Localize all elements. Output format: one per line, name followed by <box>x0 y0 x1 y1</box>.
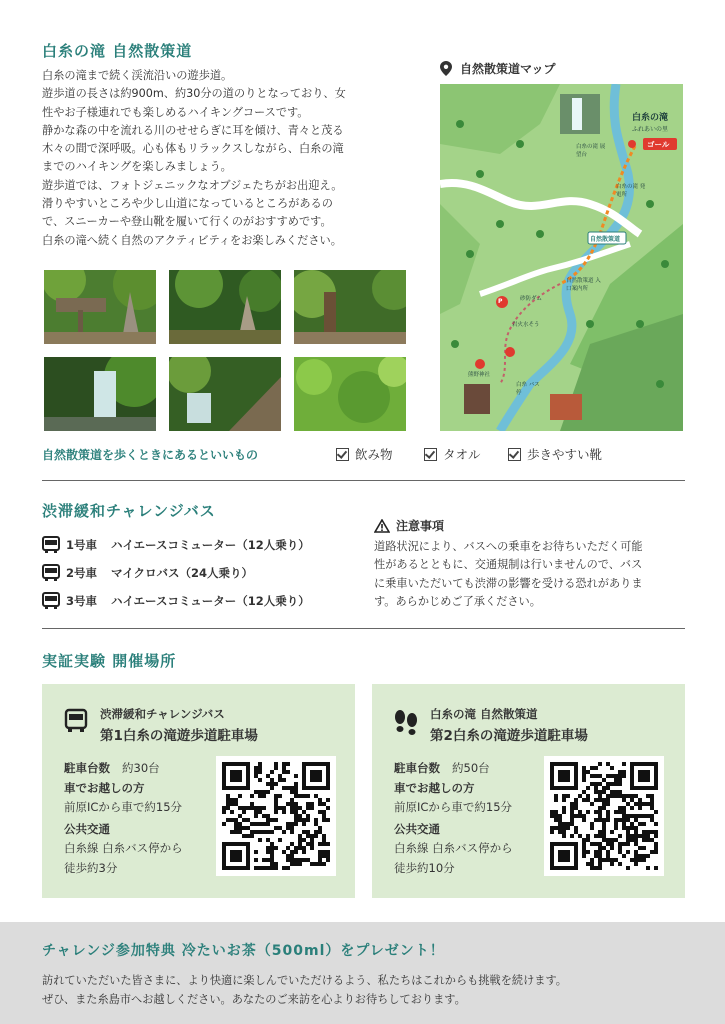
venue-title: 実証実験 開催場所 <box>42 652 177 670</box>
bus-title: 渋滞緩和チャレンジバス <box>42 502 216 520</box>
intro-line: 遊歩道では、フォトジェニックなオブジェたちがお出迎え。 <box>42 178 343 192</box>
bus-icon <box>64 708 88 734</box>
qr-code[interactable] <box>216 756 336 876</box>
trail-map <box>440 84 683 431</box>
map-label-goal: ゴール <box>647 140 670 149</box>
bus-icon <box>42 564 60 582</box>
parking-value: 約50台 <box>452 761 490 775</box>
photo-waterfall <box>44 357 156 431</box>
footer-band <box>0 922 725 1024</box>
card-subtitle: 渋滞緩和チャレンジバス <box>100 707 225 721</box>
caution-line: に乗車いただいても渋滞の影響を受ける恐れがありま <box>374 576 643 590</box>
qr-code[interactable] <box>544 756 664 876</box>
item-label: 飲み物 <box>355 447 393 462</box>
photo-totem <box>294 270 406 344</box>
map-label-viewpoint: 白糸の滝 展望台 <box>576 144 606 158</box>
map-label-busstop: 白糸 バス停 <box>516 382 540 396</box>
checkbox-icon <box>424 448 437 461</box>
map-label-trail: 自然散策道 <box>590 236 621 243</box>
car-label: 車でお越しの方 <box>64 780 145 795</box>
intro-line: 白糸の滝へ続く自然のアクティビティをお楽しみください。 <box>42 233 342 247</box>
card-info <box>64 759 183 878</box>
map-label-shrine: 熊野神社 <box>468 372 491 378</box>
map-heading <box>440 60 556 77</box>
transit-line: 徒歩約10分 <box>394 860 455 875</box>
trail-title: 白糸の滝 自然散策道 <box>42 42 193 60</box>
car-value: 前原ICから車で約15分 <box>64 800 183 814</box>
intro-line: までのハイキングを楽しみましょう。 <box>42 160 232 174</box>
venue-card-1 <box>42 684 355 898</box>
warning-icon <box>374 519 390 533</box>
transit-label: 公共交通 <box>64 821 110 836</box>
map-label-parking: P <box>498 298 503 305</box>
item-label: タオル <box>443 447 481 462</box>
bus-description: マイクロバス（24人乗り） <box>111 566 254 580</box>
map-label-waterfall: 白糸の滝 <box>632 113 669 123</box>
caution-line: す。あらかじめご了承ください。 <box>374 594 541 608</box>
divider <box>42 628 685 629</box>
intro-line: 木々の間で深呼吸。心も体もリラックスしながら、白糸の滝 <box>42 142 344 156</box>
intro-line: で、スニーカーや登山靴を履いて行くのがおすすめです。 <box>42 215 332 229</box>
bus-description: ハイエースコミューター（12人乗り） <box>111 594 310 608</box>
bus-row-1 <box>42 536 310 554</box>
photo-stairs <box>169 357 281 431</box>
bus-icon <box>42 592 60 610</box>
car-value: 前原ICから車で約15分 <box>394 800 513 814</box>
parking-value: 約30台 <box>122 761 160 775</box>
intro-line: 滑りやすいところや少し山道になっているところがあるの <box>42 197 333 211</box>
bus-row-3 <box>42 592 310 610</box>
transit-line: 白糸線 白糸バス停から <box>394 841 513 855</box>
map-label-dam: 砂防ダム <box>520 296 543 302</box>
photo-leaves <box>294 357 406 431</box>
intro-line: 性やお子様連れでも楽しめるハイキングコースです。 <box>42 105 309 119</box>
bus-number: 1号車 <box>66 538 98 552</box>
item-shoes <box>508 445 602 463</box>
photo-signpost <box>44 270 156 344</box>
items-label: 自然散策道を歩くときにあるといいもの <box>42 448 259 462</box>
transit-line: 白糸線 白糸バス停から <box>64 841 183 855</box>
item-drink <box>336 445 393 463</box>
intro-line: 白糸の滝まで続く渓流沿いの遊歩道。 <box>42 69 233 82</box>
bus-icon <box>42 536 60 554</box>
footer-line: ぜひ、また糸島市へお越しください。あなたのご来訪を心よりお待ちしております。 <box>42 993 466 1006</box>
footer-headline: チャレンジ参加特典 冷たいお茶（500ml）をプレゼント！ <box>42 943 445 959</box>
item-label: 歩きやすい靴 <box>527 447 603 462</box>
card-title: 第2白糸の滝遊歩道駐車場 <box>430 728 588 744</box>
intro-line: 遊歩道の長さは約900m、約30分の道のりとなっており、女 <box>42 87 346 101</box>
item-towel <box>424 445 481 463</box>
location-pin-icon <box>440 61 452 76</box>
bus-description: ハイエースコミューター（12人乗り） <box>111 538 310 552</box>
parking-label: 駐車台数 <box>64 761 110 775</box>
caution-heading <box>374 517 444 534</box>
map-label-hinomoto: 岩火水そう <box>512 322 540 328</box>
map-heading-text: 自然散策道マップ <box>460 62 556 76</box>
caution-text <box>374 538 643 611</box>
bus-number: 3号車 <box>66 594 98 608</box>
car-label: 車でお越しの方 <box>394 780 475 795</box>
checkbox-icon <box>336 448 349 461</box>
parking-label: 駐車台数 <box>394 761 440 775</box>
bus-number: 2号車 <box>66 566 98 580</box>
photo-lantern-path <box>169 270 281 344</box>
transit-label: 公共交通 <box>394 821 440 836</box>
venue-card-2 <box>372 684 685 898</box>
card-subtitle: 白糸の滝 自然散策道 <box>430 707 538 721</box>
card-title: 第1白糸の滝遊歩道駐車場 <box>100 728 258 744</box>
intro-line: 静かな森の中を流れる川のせせらぎに耳を傾け、青々と茂る <box>42 123 344 137</box>
checkbox-icon <box>508 448 521 461</box>
transit-line: 徒歩約3分 <box>64 860 118 875</box>
map-label-power: 白糸の滝 発電所 <box>616 184 646 198</box>
card-info <box>394 759 513 878</box>
caution-line: 性があるとともに、交通規制は行いませんので、バス <box>374 558 643 572</box>
map-label-entrance: 自然散策道 入口案内所 <box>566 278 601 292</box>
caution-title: 注意事項 <box>396 519 445 533</box>
trail-intro <box>42 67 346 250</box>
bus-row-2 <box>42 564 253 582</box>
footprints-icon <box>392 708 420 736</box>
footer-line: 訪れていただいた皆さまに、より快適に楽しんでいただけるよう、私たちはこれからも挑戦を続けます。 <box>42 974 567 987</box>
divider <box>42 480 685 481</box>
map-label-fureai: ふれあいの里 <box>632 126 669 133</box>
caution-line: 道路状況により、バスへの乗車をお待ちいただく可能 <box>374 540 643 553</box>
